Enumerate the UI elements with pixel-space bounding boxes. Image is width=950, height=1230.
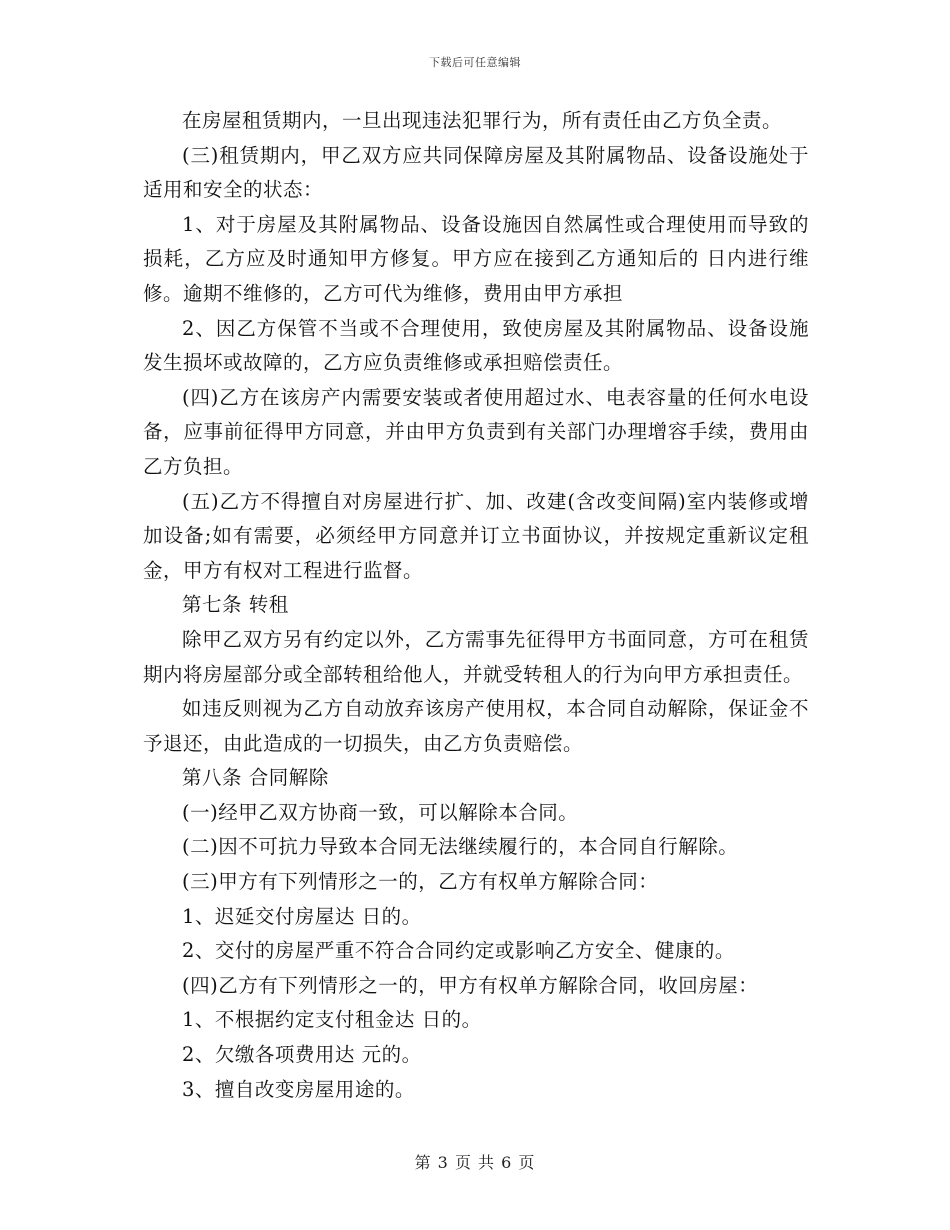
paragraph: (四)乙方有下列情形之一的，甲方有权单方解除合同，收回房屋： [182,973,759,997]
paragraph: 3、擅自改变房屋用途的。 [182,1077,415,1101]
paragraph: 2、欠缴各项费用达 元的。 [182,1043,422,1067]
header-note: 下载后可任意编辑 [429,56,521,69]
paragraph: 除甲乙双方另有约定以外，乙方需事先征得甲方书面同意，方可在租赁期内将房屋部分或全部转租给他人，并就受转租人的行为向甲方承担责任。 [143,627,809,686]
paragraph: (一)经甲乙双方协商一致，可以解除本合同。 [182,800,579,824]
paragraph: (三)租赁期内，甲乙双方应共同保障房屋及其附属物品、设备设施处于适用和安全的状态： [143,143,809,202]
paragraph: (四)乙方在该房产内需要安装或者使用超过水、电表容量的任何水电设备，应事前征得甲方同意，并由甲方负责到有关部门办理增容手续，费用由乙方负担。 [143,385,809,478]
paragraph: 如违反则视为乙方自动放弃该房产使用权，本合同自动解除，保证金不予退还，由此造成的一切损失，由乙方负责赔偿。 [143,697,809,755]
paragraph: 2、因乙方保管不当或不合理使用，致使房屋及其附属物品、设备设施发生损坏或故障的，乙方应负责维修或承担赔偿责任。 [143,316,809,375]
paragraph: (三)甲方有下列情形之一的，乙方有权单方解除合同： [182,870,659,894]
paragraph: 2、交付的房屋严重不符合合同约定或影响乙方安全、健康的。 [182,939,735,963]
paragraph: 在房屋租赁期内，一旦出现违法犯罪行为，所有责任由乙方负全责。 [182,109,783,132]
section-heading: 第八条 合同解除 [182,766,329,790]
paragraph: 1、不根据约定支付租金达 日的。 [182,1008,482,1032]
document-body [143,104,809,1107]
paragraph: (二)因不可抗力导致本合同无法继续履行的，本合同自行解除。 [182,835,739,859]
page-number-footer: 第 3 页 共 6 页 [414,1153,536,1172]
paragraph: 1、对于房屋及其附属物品、设备设施因自然属性或合理使用而导致的损耗，乙方应及时通知甲方修复。甲方应在接到乙方通知后的 日内进行维修。逾期不维修的，乙方可代为维修，费用由甲方承担 [143,212,809,305]
paragraph: (五)乙方不得擅自对房屋进行扩、加、改建(含改变间隔)室内装修或增加设备;如有需要，必须经甲方同意并订立书面协议，并按规定重新议定租金，甲方有权对工程进行监督。 [143,489,809,582]
section-heading: 第七条 转租 [182,593,289,617]
paragraph: 1、迟延交付房屋达 日的。 [182,904,422,928]
